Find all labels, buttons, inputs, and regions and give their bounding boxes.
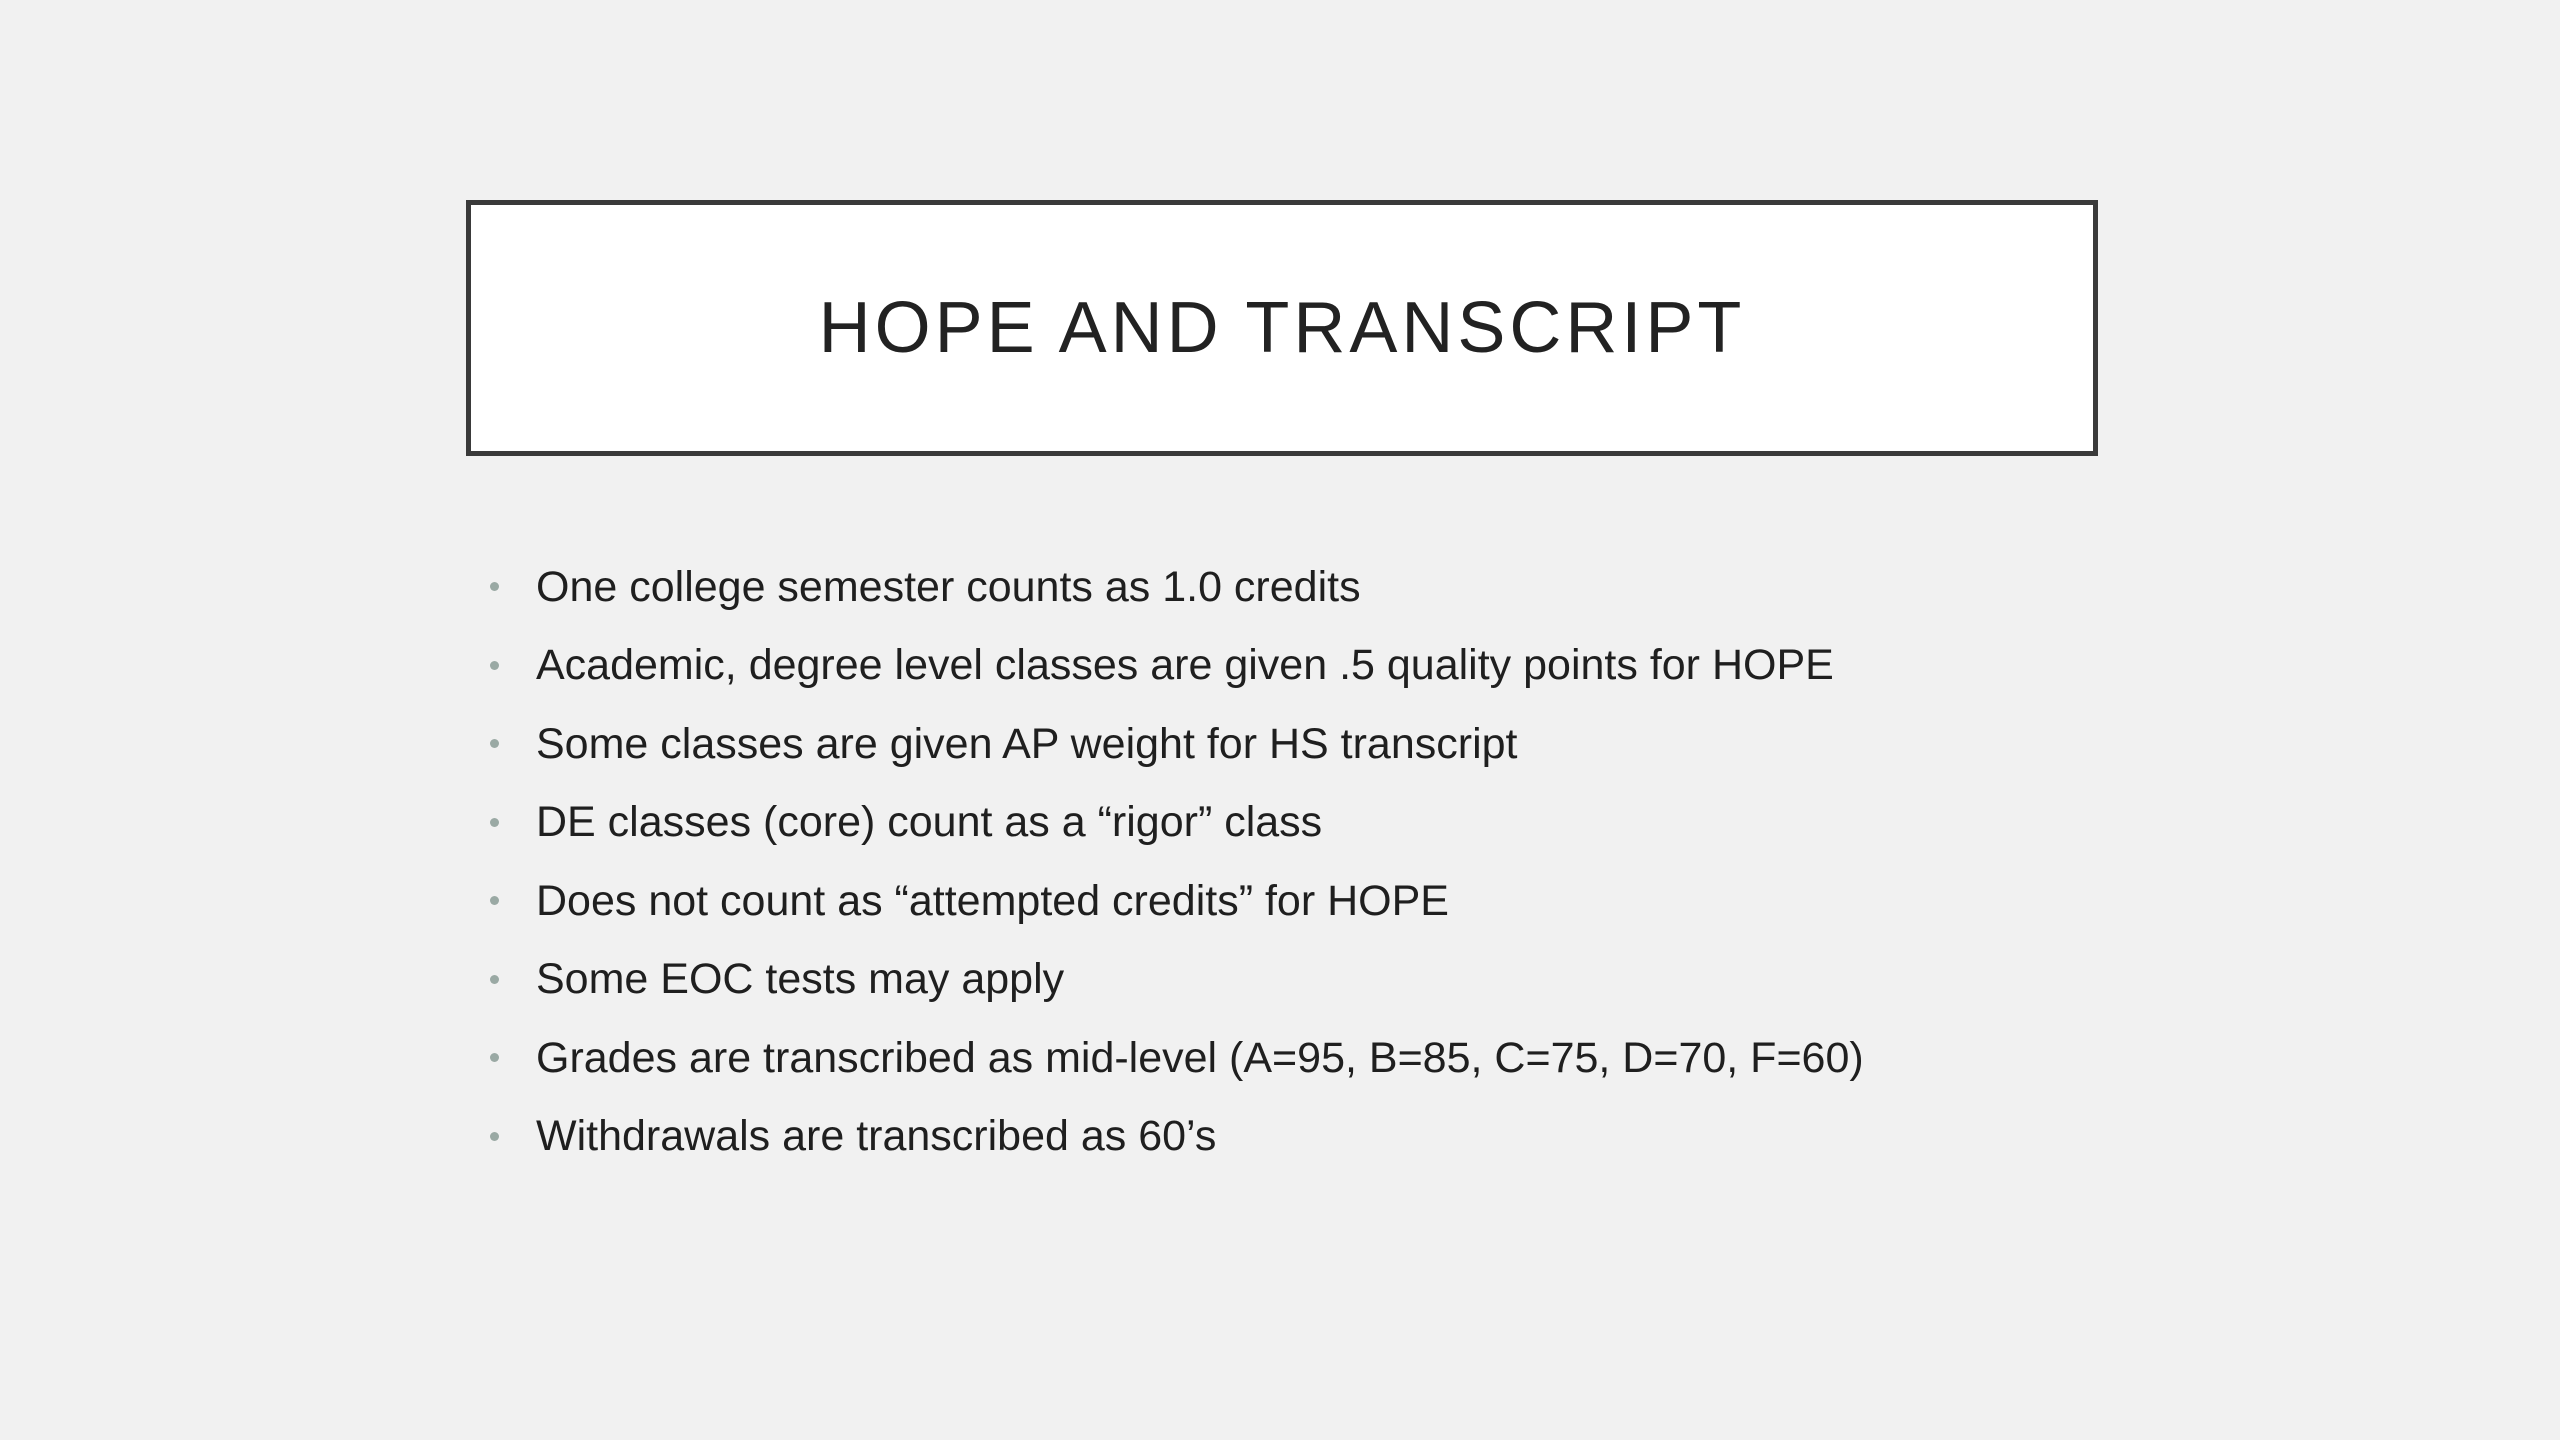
bullet-item	[480, 1098, 2100, 1177]
bullet-text: Some classes are given AP weight for HS transcript	[536, 719, 1518, 768]
bullet-item	[480, 705, 2100, 784]
bullet-marker-icon	[490, 582, 499, 591]
bullet-item	[480, 627, 2100, 706]
bullet-marker-icon	[490, 818, 499, 827]
bullet-text: Some EOC tests may apply	[536, 955, 1065, 1004]
bullet-text: One college semester counts as 1.0 credits	[536, 562, 1361, 611]
bullet-text: Grades are transcribed as mid-level (A=95, B=85, C=75, D=70, F=60)	[536, 1033, 1864, 1082]
bullet-marker-icon	[490, 1053, 499, 1062]
bullet-marker-icon	[490, 896, 499, 905]
bullet-marker-icon	[490, 975, 499, 984]
bullet-marker-icon	[490, 1132, 499, 1141]
bullet-item	[480, 941, 2100, 1020]
bullet-item	[480, 548, 2100, 627]
slide-title: HOPE AND TRANSCRIPT	[818, 288, 1746, 368]
bullet-marker-icon	[490, 739, 499, 748]
bullet-text: Academic, degree level classes are given .5 quality points for HOPE	[536, 641, 1834, 690]
bullet-text: Withdrawals are transcribed as 60’s	[536, 1112, 1217, 1161]
bullet-marker-icon	[490, 661, 499, 670]
bullet-text: DE classes (core) count as a “rigor” class	[536, 798, 1323, 847]
bullet-text: Does not count as “attempted credits” for HOPE	[536, 876, 1449, 925]
bullet-item	[480, 784, 2100, 863]
bullet-item	[480, 1019, 2100, 1098]
bullet-item	[480, 862, 2100, 941]
bullet-list	[480, 548, 2100, 1176]
title-box	[466, 200, 2098, 456]
